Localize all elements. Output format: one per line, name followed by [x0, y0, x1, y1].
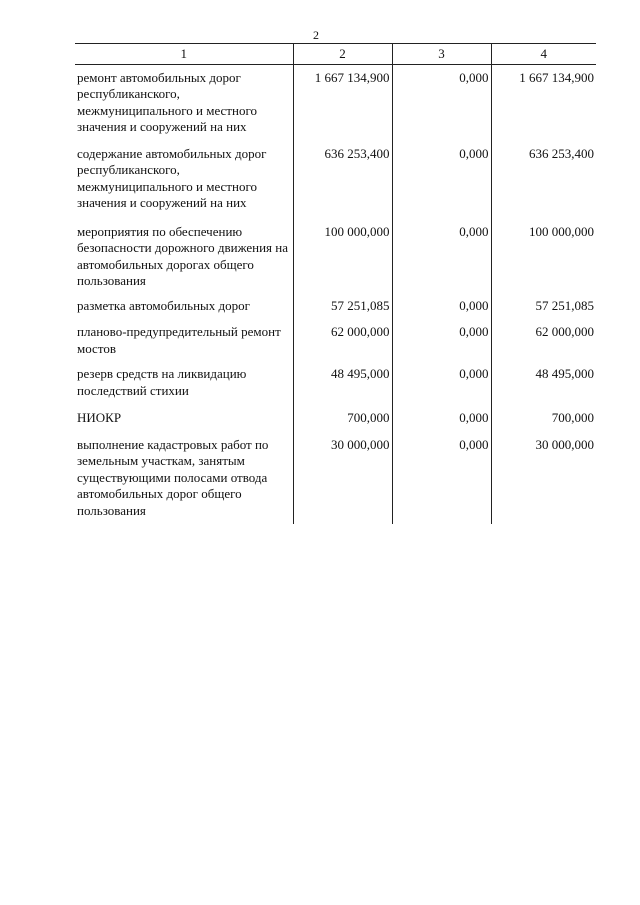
table-row — [75, 292, 596, 320]
table-row — [75, 140, 596, 219]
row-value-col2: 1 667 134,900 — [293, 64, 392, 140]
row-value-col4: 48 495,000 — [491, 361, 596, 404]
row-value-col3: 0,000 — [392, 319, 491, 361]
column-header-2: 2 — [293, 44, 392, 65]
table-row — [75, 219, 596, 292]
row-value-col3: 0,000 — [392, 64, 491, 140]
row-name: ремонт автомобильных дорог республиканского, межмуниципального и местного значения и сооружений на них — [77, 69, 257, 134]
row-value-col2: 636 253,400 — [293, 140, 392, 219]
row-name: содержание автомобильных дорог республиканского, межмуниципального и местного значения и сооружений на них — [77, 145, 267, 210]
row-value-col3: 0,000 — [392, 140, 491, 219]
table-row — [75, 361, 596, 404]
row-value-col3: 0,000 — [392, 219, 491, 292]
row-name: резерв средств на ликвидацию последствий стихии — [77, 366, 247, 398]
budget-table — [75, 43, 596, 524]
row-value-col2: 48 495,000 — [293, 361, 392, 404]
row-name: мероприятия по обеспечению безопасности дорожного движения на автомобильных дорогах общего пользования — [77, 223, 289, 288]
column-header-1: 1 — [75, 44, 293, 65]
row-value-col2: 700,000 — [293, 404, 392, 432]
row-name: планово-предупредительный ремонт мостов — [77, 324, 281, 356]
row-value-col4: 1 667 134,900 — [491, 64, 596, 140]
row-name: выполнение кадастровых работ по земельным участкам, занятым существующими полосами отвода автомобильных дорог общего пользования — [77, 436, 269, 518]
row-value-col2: 62 000,000 — [293, 319, 392, 361]
table-row — [75, 432, 596, 525]
table-header — [75, 44, 596, 65]
row-value-col2: 30 000,000 — [293, 432, 392, 525]
header-row — [75, 44, 596, 65]
table-body — [75, 64, 596, 524]
row-value-col4: 62 000,000 — [491, 319, 596, 361]
row-name: разметка автомобильных дорог — [77, 297, 250, 313]
row-value-col3: 0,000 — [392, 404, 491, 432]
row-value-col4: 700,000 — [491, 404, 596, 432]
row-name: НИОКР — [77, 410, 122, 425]
row-value-col2: 57 251,085 — [293, 292, 392, 320]
table-row — [75, 64, 596, 140]
row-value-col4: 30 000,000 — [491, 432, 596, 525]
row-value-col3: 0,000 — [392, 292, 491, 320]
column-header-3: 3 — [392, 44, 491, 65]
row-value-col3: 0,000 — [392, 432, 491, 525]
table-row — [75, 404, 596, 432]
row-value-col4: 636 253,400 — [491, 140, 596, 219]
table-row — [75, 319, 596, 361]
page-number: 2 — [313, 28, 319, 42]
row-value-col4: 100 000,000 — [491, 219, 596, 292]
row-value-col4: 57 251,085 — [491, 292, 596, 320]
row-value-col2: 100 000,000 — [293, 219, 392, 292]
row-value-col3: 0,000 — [392, 361, 491, 404]
column-header-4: 4 — [491, 44, 596, 65]
